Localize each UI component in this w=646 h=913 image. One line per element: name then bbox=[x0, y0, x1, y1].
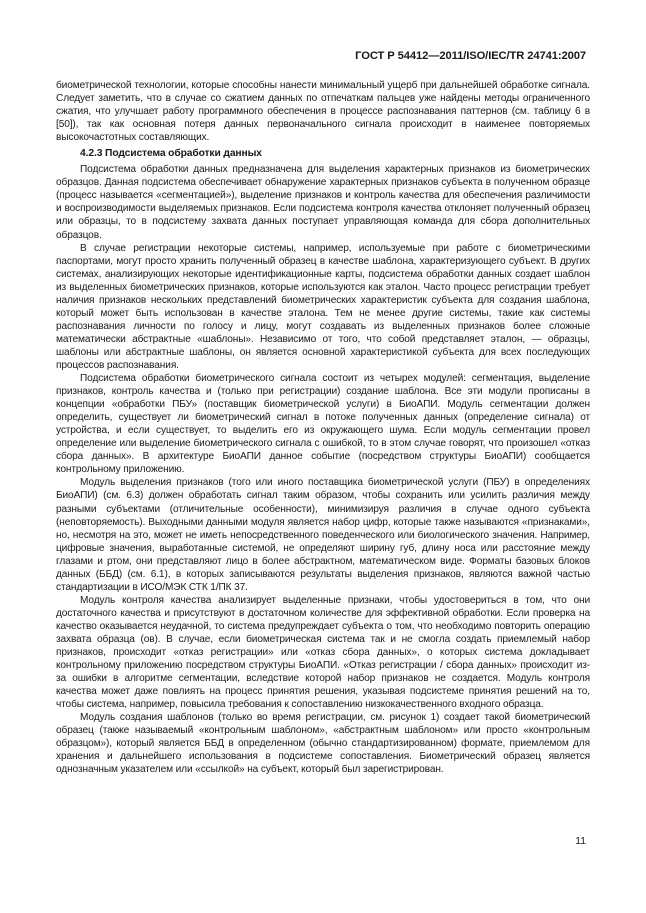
page-body bbox=[56, 79, 590, 776]
page-number: 11 bbox=[575, 836, 586, 847]
intro-paragraph: биометрической технологии, которые способны нанести минимальный ущерб при дальнейшей обработке сигнала. Следует заметить, что в случае со сжатием данных по отпечаткам пальцев уже найдены методы ограниченного сжатия, что улучшает работу программного обеспечения в процессе распознавания паттернов (см. таблицу 6 в [50]), так как основная потеря данных первоначального сигнала происходит в наименее повторяемых высокочастотных составляющих. bbox=[56, 80, 590, 144]
paragraph-feature-extraction: Модуль выделения признаков (того или иного поставщика биометрической услуги (ПБУ) в определениях БиоАПИ) (см. 6.3) должен обработать сигнал таким образом, чтобы сохранить или усилить различия между разными субъектами (отличительные особенности), минимизируя различия в случае одного субъекта (неповторяемость). Выходными данными модуля является набор цифр, которые также называются «признаками», но, несмотря на это, может не иметь непосредственного поведенческого или биологического значения. Например, цифровые значения, выработанные системой, не определяют ширину губ, длину носа или расстояние между глазами и ртом, они представляют лицо в более абстрактном, математическом виде. Форматы базовых блоков данных (ББД) (см. 6.1), в которых записываются результаты выделения признаков, являются важной частью стандартизации в ИСО/МЭК СТК 1/ПК 37. bbox=[56, 477, 590, 593]
paragraph-enrollment: В случае регистрации некоторые системы, например, используемые при работе с биометрическими паспортами, могут просто хранить полученный образец в качестве шаблона, характеризующего субъект. В других системах, анализирующих некоторые идентификационные карты, подсистема обработки данных создает шаблон из выделенных биометрических признаков, которые используются как эталон. Часто процесс регистрации требует наличия признаков нескольких представлений биометрических характеристик субъекта для создания шаблона, который может быть использован в качестве эталона. Тем не менее другие системы, такие как системы распознавания личности по голосу и лицу, могут создавать из выделенных признаков более сложные математически абстрактные «шаблоны». Независимо от того, что собой представляет эталон, — образцы, шаблоны или абстрактные шаблоны, он является основной характеристикой субъекта для всех последующих процессов распознавания. bbox=[56, 242, 590, 371]
section-heading: 4.2.3 Подсистема обработки данных bbox=[80, 148, 262, 160]
document-header: ГОСТ Р 54412—2011/ISO/IEC/TR 24741:2007 bbox=[355, 50, 586, 62]
paragraph-modules: Подсистема обработки биометрического сигнала состоит из четырех модулей: сегментация, выделение признаков, контроль качества и (только при регистрации) создание шаблона. Все эти модули прописаны в концепции «обработки ПБУ» (поставщик биометрической услуги) в БиоАПИ. Модуль сегментации должен определить, существует ли биометрический сигнал в потоке полученных данных (определение сигнала) от устройства, и если существует, то выделить его из окружающего шума. Если модуль сегментации провел определение или выделение биометрического сигнала с ошибкой, то в этом случае говорят, что произошел «отказ сбора данных». В архитектуре БиоАПИ данное событие (посредством структуры БиоАПИ) сообщается контрольному приложению. bbox=[56, 373, 590, 476]
paragraph-purpose: Подсистема обработки данных предназначена для выделения характерных признаков из биометрических образцов. Данная подсистема обеспечивает обнаружение характерных признаков субъекта в полученном образце (процесс называется «сегментацией»), выделение признаков и контроль качества для обеспечения различимости и воспроизводимости выделяемых признаков. Если подсистема контроля качества отклоняет полученный образец или образцы, то в подсистему захвата данных поступает управляющая команда для сбора дополнительных образцов. bbox=[56, 164, 590, 241]
paragraph-template-creation: Модуль создания шаблонов (только во время регистрации, см. рисунок 1) создает такой биометрический образец (также называемый «контрольным шаблоном», «абстрактным шаблоном» или просто «контрольным образцом»), который является ББД в определенном (обычно стандартизированном) формате, приемлемом для хранения и дальнейшего использования в подсистеме сопоставления. Биометрический образец является однозначным указателем или «ссылкой» на субъект, который был зарегистрирован. bbox=[56, 712, 590, 776]
paragraph-quality-control: Модуль контроля качества анализирует выделенные признаки, чтобы удостовериться в том, что они достаточного качества и присутствуют в достаточном количестве для эффективной обработки. Если проверка на качество оказывается неудачной, то система предупреждает субъекта о том, что необходимо повторить операцию захвата образца (ов). В случае, если биометрическая система так и не смогла создать приемлемый набор признаков, происходит «отказ регистрации» или «отказ сбора данных», о которых система докладывает контрольному приложению посредством структуры БиоАПИ. «Отказ регистрации / сбора данных» происходит из-за ошибки в алгоритме сегментации, вследствие которой набор признаков не создается. Модуль контроля качества может даже повлиять на процесс принятия решения, указывая подсистеме принятия решений на то, чтобы система, например, повысила требования к сопоставлению низкокачественного входного образца. bbox=[56, 594, 590, 711]
